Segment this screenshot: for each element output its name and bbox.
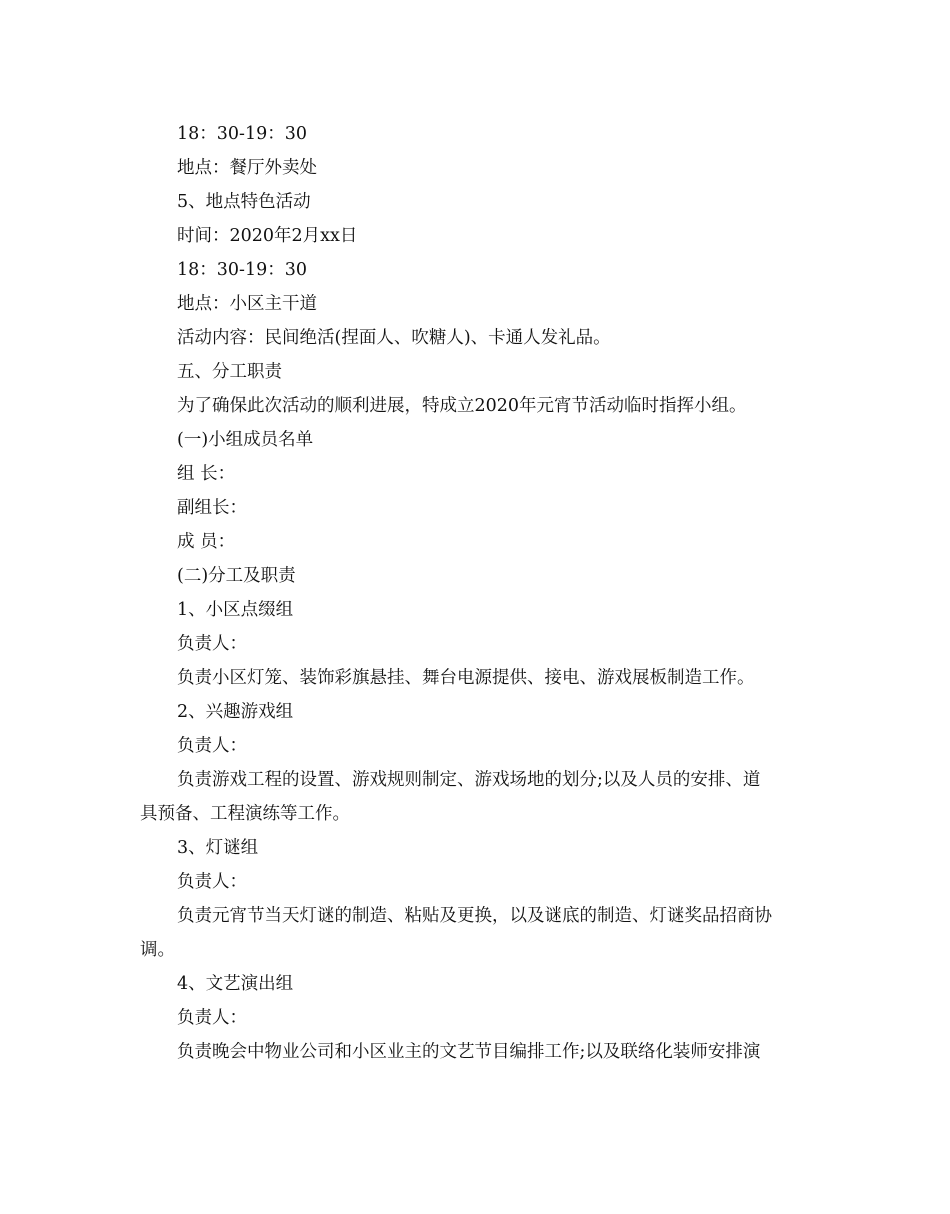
location-line: 地点：小区主干道 <box>177 294 317 314</box>
members-line: 成 员： <box>177 532 236 552</box>
paragraph-continuation-line: 具预备、工程演练等工作。 <box>140 804 350 824</box>
group-heading: 3、灯谜组 <box>177 838 259 858</box>
responsible-person-line: 负责人： <box>177 736 247 756</box>
subsection-heading: (二)分工及职责 <box>177 566 296 586</box>
location-line: 地点：餐厅外卖处 <box>177 158 317 178</box>
paragraph-line: 负责游戏工程的设置、游戏规则制定、游戏场地的划分;以及人员的安排、道 <box>177 770 761 790</box>
responsible-person-line: 负责人： <box>177 872 247 892</box>
paragraph-continuation-line: 调。 <box>140 940 175 960</box>
leader-line: 组 长： <box>177 464 236 484</box>
deputy-leader-line: 副组长： <box>177 498 247 518</box>
activity-content-line: 活动内容：民间绝活(捏面人、吹糖人)、卡通人发礼品。 <box>177 328 611 348</box>
paragraph-line: 负责小区灯笼、装饰彩旗悬挂、舞台电源提供、接电、游戏展板制造工作。 <box>177 668 755 688</box>
paragraph-line: 负责元宵节当天灯谜的制造、粘贴及更换，以及谜底的制造、灯谜奖品招商协 <box>177 906 772 926</box>
responsible-person-line: 负责人： <box>177 1008 247 1028</box>
responsible-person-line: 负责人： <box>177 634 247 654</box>
group-heading: 4、文艺演出组 <box>177 974 294 994</box>
subsection-heading: (一)小组成员名单 <box>177 430 314 450</box>
date-line: 时间：2020年2月xx日 <box>177 226 358 246</box>
time-line: 18：30-19：30 <box>177 260 307 280</box>
document-body <box>140 117 820 1069</box>
group-heading: 2、兴趣游戏组 <box>177 702 294 722</box>
group-heading: 1、小区点缀组 <box>177 600 294 620</box>
section-heading: 5、地点特色活动 <box>177 192 311 212</box>
paragraph-line: 为了确保此次活动的顺利进展，特成立2020年元宵节活动临时指挥小组。 <box>177 396 747 416</box>
time-line: 18：30-19：30 <box>177 124 307 144</box>
paragraph-line: 负责晚会中物业公司和小区业主的文艺节目编排工作;以及联络化装师安排演 <box>177 1042 761 1062</box>
section-heading: 五、分工职责 <box>177 362 282 382</box>
